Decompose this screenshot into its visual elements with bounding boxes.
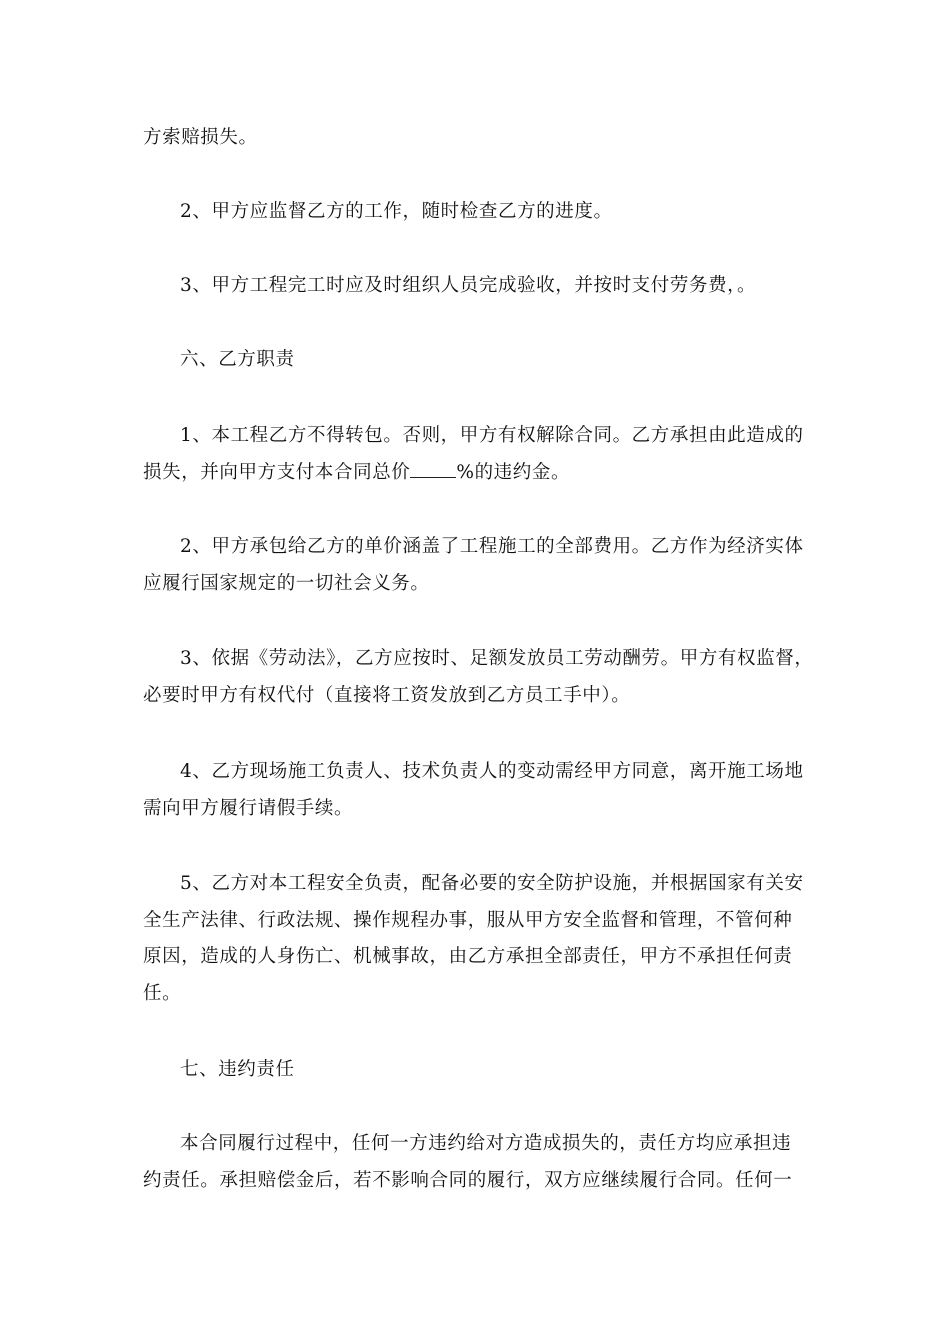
- paragraph-party-b-clause-4: [143, 754, 809, 827]
- text-line: 3、依据《劳动法》，乙方应按时、足额发放员工劳动酬劳。甲方有权监督，: [180, 648, 814, 669]
- text-line: 3、甲方工程完工时应及时组织人员完成验收，并按时支付劳务费，。: [180, 275, 757, 296]
- text-line: 必要时甲方有权代付（直接将工资发放到乙方员工手中）。: [143, 684, 631, 706]
- text-line-with-blank: [143, 455, 809, 492]
- text-line: 1、本工程乙方不得转包。否则，甲方有权解除合同。乙方承担由此造成的: [180, 425, 804, 446]
- paragraph-party-b-clause-3: [143, 641, 814, 714]
- text-segment: 损失，并向甲方支付本合同总价: [143, 461, 411, 483]
- text-line: 本合同履行过程中，任何一方违约给对方造成损失的，责任方均应承担违: [180, 1133, 792, 1154]
- text-line: 2、甲方承包给乙方的单价涵盖了工程施工的全部费用。乙方作为经济实体: [180, 536, 804, 557]
- paragraph-breach-liability: [143, 1126, 809, 1199]
- text-line: 5、乙方对本工程安全负责，配备必要的安全防护设施，并根据国家有关安: [180, 873, 804, 894]
- text-line: 4、乙方现场施工负责人、技术负责人的变动需经甲方同意，离开施工场地: [180, 761, 804, 782]
- text-line: 应履行国家规定的一切社会义务。: [143, 572, 430, 594]
- section-heading-seven: [143, 1052, 809, 1089]
- paragraph-party-b-clause-5: [143, 866, 809, 1012]
- paragraph-continuation: [143, 120, 809, 157]
- section-heading-six: [143, 342, 809, 379]
- heading-text: 六、乙方职责: [180, 349, 295, 370]
- text-segment: %的违约金。: [456, 461, 571, 483]
- text-line: 任。: [143, 982, 182, 1004]
- paragraph-party-a-clause-2: [143, 194, 809, 231]
- text-line: 全生产法律、行政法规、操作规程办事，服从甲方安全监督和管理，不管何种: [143, 909, 793, 931]
- text-line: 约责任。承担赔偿金后，若不影响合同的履行，双方应继续履行合同。任何一: [143, 1169, 793, 1191]
- text-line: 原因，造成的人身伤亡、机械事故，由乙方承担全部责任，甲方不承担任何责: [143, 946, 793, 967]
- paragraph-party-a-clause-3: [143, 268, 809, 305]
- fill-in-blank: [410, 463, 456, 478]
- text-line: 方索赔损失。: [143, 127, 258, 148]
- text-line: 需向甲方履行请假手续。: [143, 797, 354, 819]
- paragraph-party-b-clause-1: [143, 418, 809, 491]
- text-line: 2、甲方应监督乙方的工作，随时检查乙方的进度。: [180, 201, 613, 222]
- paragraph-party-b-clause-2: [143, 529, 809, 602]
- heading-text: 七、违约责任: [180, 1059, 295, 1080]
